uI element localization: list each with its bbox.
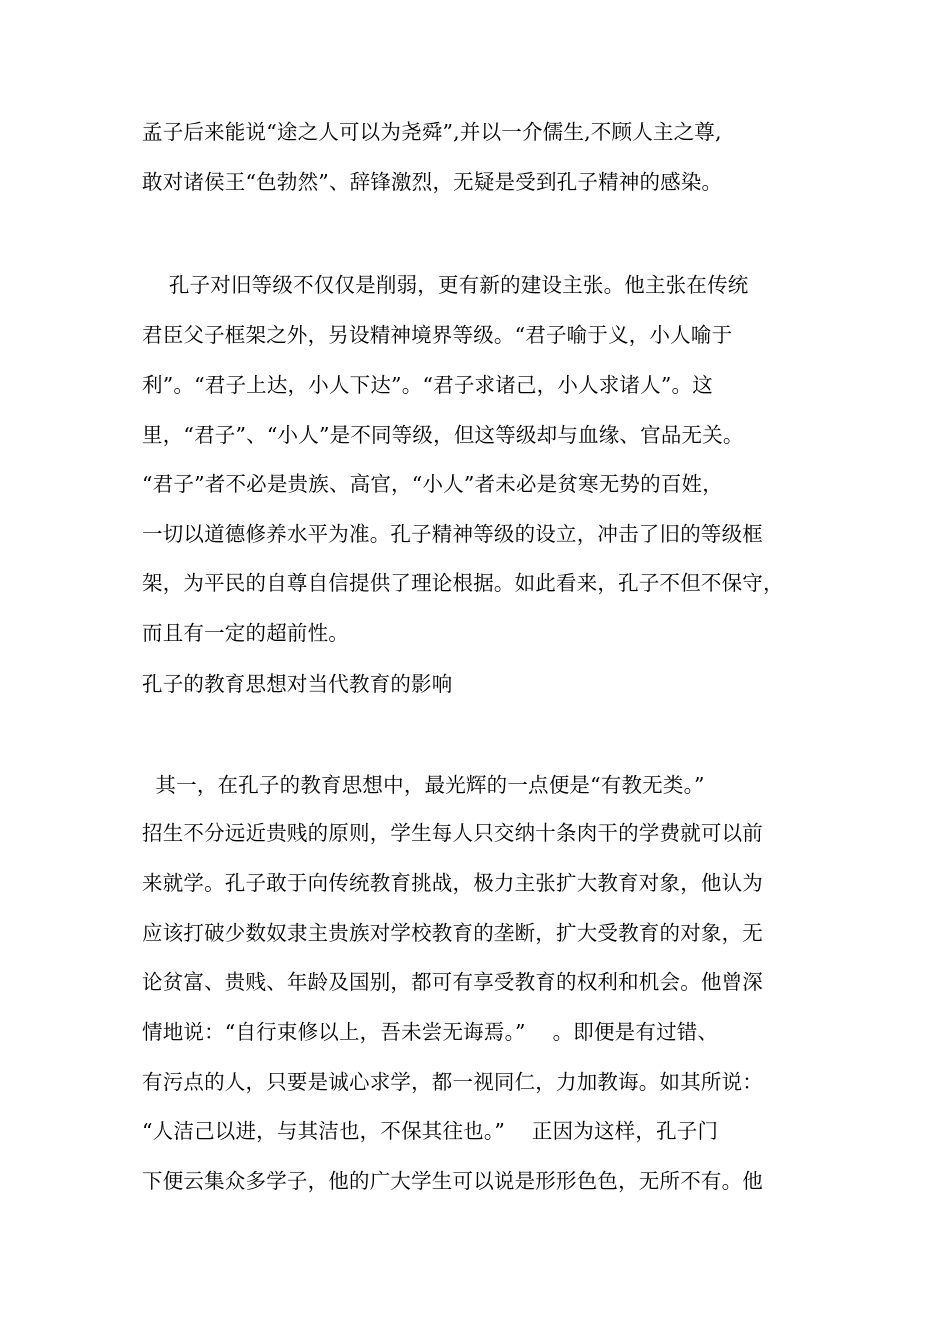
paragraph-2-line-6: 一切以道德修养水平为准。孔子精神等级的设立，冲击了旧的等级框: [142, 522, 763, 546]
paragraph-2-line-5: “君子”者不必是贵族、高官，“小人”者未必是贫寒无势的百姓，: [142, 472, 723, 496]
paragraph-2-line-7: 架，为平民的自尊自信提供了理论根据。如此看来，孔子不但不保守，: [142, 571, 784, 595]
paragraph-3-line-1: 其一，在孔子的教育思想中，最光辉的一点便是“有教无类。”: [142, 773, 705, 797]
paragraph-2-line-1: 孔子对旧等级不仅仅是削弱，更有新的建设主张。他主张在传统: [142, 273, 749, 297]
paragraph-3-line-9: 下便云集众多学子，他的广大学生可以说是形形色色，无所不有。他: [142, 1169, 763, 1193]
paragraph-3-line-6: 情地说：“自行束修以上，吾未尝无诲焉。” 。即便是有过错、: [142, 1020, 719, 1044]
paragraph-2-line-2: 君臣父子框架之外，另设精神境界等级。“君子喻于义，小人喻于: [142, 323, 733, 347]
paragraph-3-line-3: 来就学。孔子敢于向传统教育挑战，极力主张扩大教育对象，他认为: [142, 871, 763, 895]
paragraph-1-line-1: 孟子后来能说“途之人可以为尧舜”,并以一介儒生,不顾人主之尊,: [142, 120, 722, 144]
paragraph-3-line-7: 有污点的人，只要是诚心求学，都一视同仁，力加教诲。如其所说：: [142, 1070, 763, 1094]
paragraph-3-line-2: 招生不分远近贵贱的原则，学生每人只交纳十条肉干的学费就可以前: [142, 821, 763, 845]
paragraph-2-line-8: 而且有一定的超前性。: [142, 621, 349, 645]
paragraph-1-line-2: 敢对诸侯王“色勃然”、辞锋激烈，无疑是受到孔子精神的感染。: [142, 170, 723, 194]
paragraph-2-line-3: 利”。“君子上达，小人下达”。“君子求诸己，小人求诸人”。这: [142, 373, 713, 397]
paragraph-3-line-5: 论贫富、贵贱、年龄及国别，都可有享受教育的权利和机会。他曾深: [142, 970, 763, 994]
section-heading: 孔子的教育思想对当代教育的影响: [142, 672, 453, 696]
paragraph-2-line-4: 里，“君子”、“小人”是不同等级，但这等级却与血缘、官品无关。: [142, 423, 744, 447]
paragraph-3-line-8: “人洁己以进，与其洁也，不保其往也。” 正因为这样，孔子门: [142, 1119, 719, 1143]
paragraph-3-line-4: 应该打破少数奴隶主贵族对学校教育的垄断，扩大受教育的对象，无: [142, 921, 763, 945]
